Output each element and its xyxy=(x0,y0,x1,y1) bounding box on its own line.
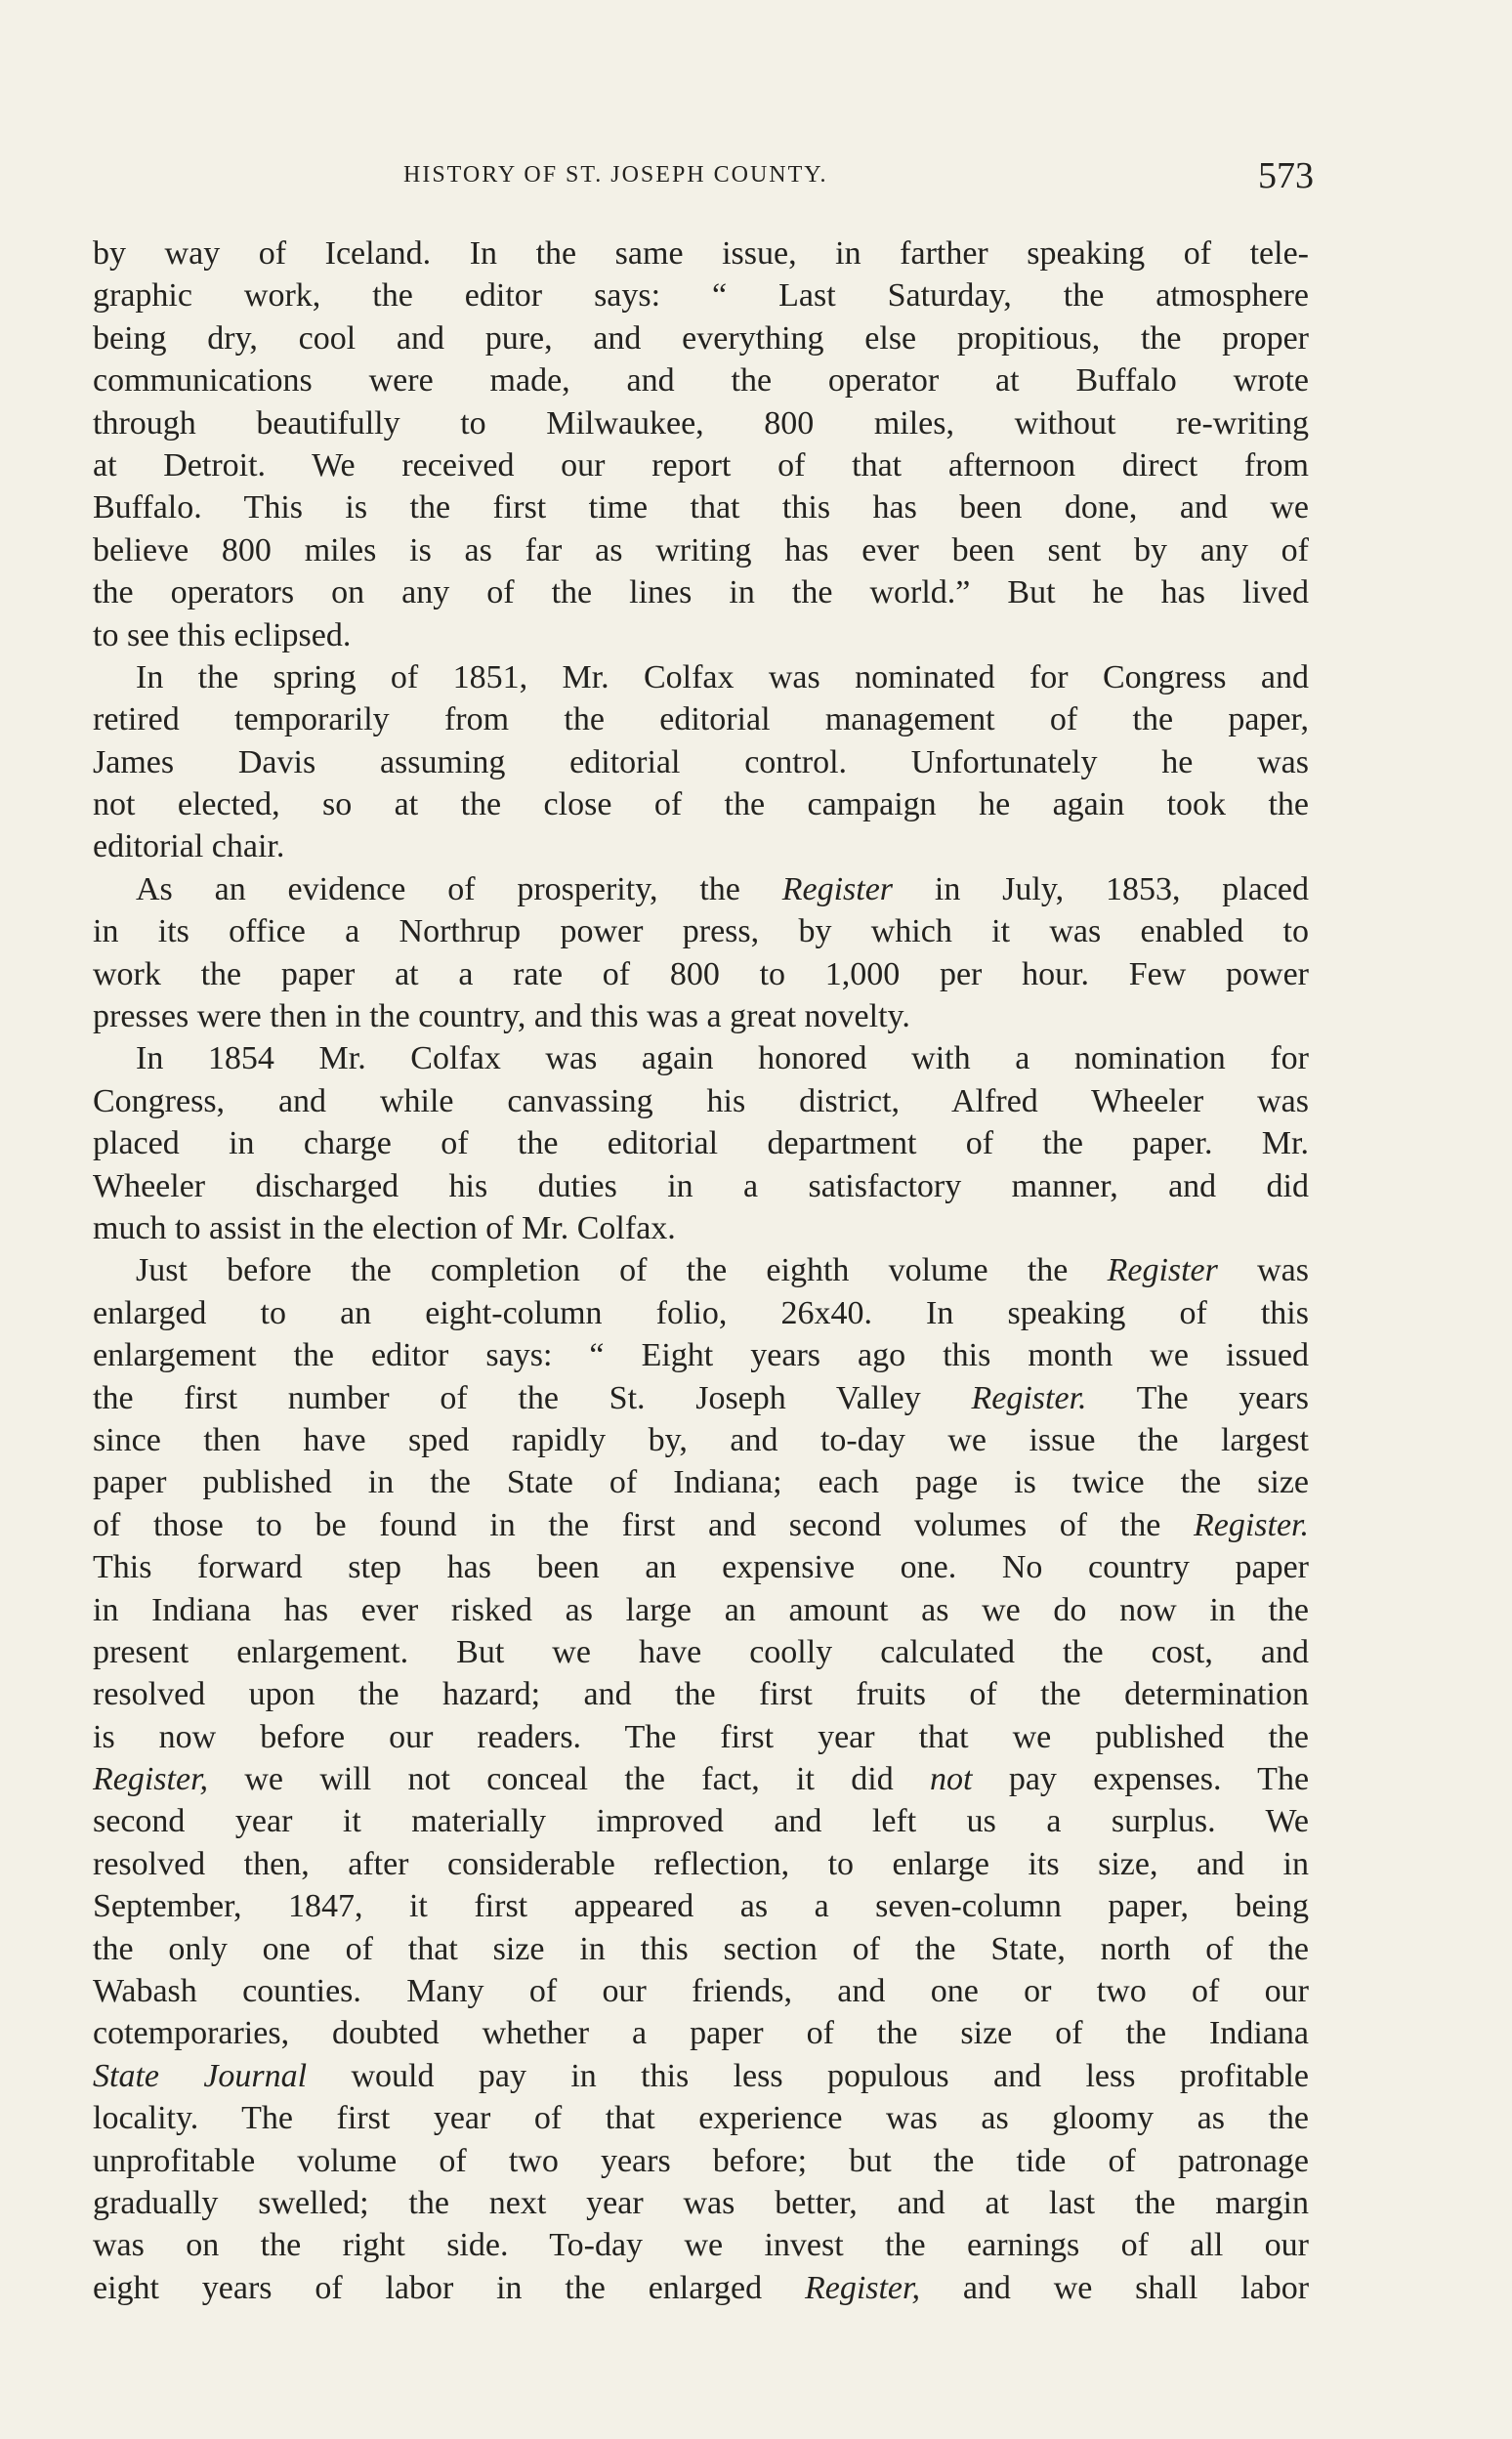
line-text: cotemporaries, doubted whether a paper of the size of the Indiana xyxy=(93,2015,1309,2052)
line-text: in Indiana has ever risked as large an amount as we do now in the xyxy=(93,1591,1309,1628)
line-text: in its office a Northrup power press, by which it was enabled to xyxy=(93,913,1309,950)
line-text: second year it materially improved and left us a surplus. We xyxy=(93,1803,1309,1840)
text-line xyxy=(93,614,1309,656)
text-line xyxy=(93,1292,1309,1334)
line-text: pay expenses. The xyxy=(1008,1761,1310,1798)
line-text: by way of Iceland. In the same issue, in farther speaking of tele- xyxy=(93,235,1309,272)
line-text: Buffalo. This is the first time that this has been done, and we xyxy=(93,489,1309,526)
page-header xyxy=(93,154,1314,203)
line-text: to see this eclipsed. xyxy=(93,616,352,653)
line-text: resolved then, after considerable reflection, to enlarge its size, and in xyxy=(93,1845,1309,1882)
text-line xyxy=(93,1080,1309,1122)
text-line xyxy=(93,317,1309,359)
italic-text: Register xyxy=(1107,1252,1218,1289)
text-line xyxy=(93,910,1309,952)
line-text: was xyxy=(1257,1252,1309,1289)
text-line xyxy=(93,1377,1309,1419)
line-text: This forward step has been an expensive one. No country paper xyxy=(93,1549,1309,1586)
line-text: locality. The first year of that experience was as gloomy as the xyxy=(93,2100,1309,2137)
line-text: not elected, so at the close of the campaign he again took the xyxy=(93,786,1309,823)
text-line xyxy=(93,2182,1309,2224)
page-number: 573 xyxy=(1258,155,1314,196)
line-text: graphic work, the editor says: “ Last Saturday, the atmosphere xyxy=(93,277,1309,315)
line-text: Just before the completion of the eighth volume the xyxy=(136,1252,1069,1289)
text-line xyxy=(93,1546,1309,1588)
line-text: much to assist in the election of Mr. Colfax. xyxy=(93,1209,676,1246)
line-text: gradually swelled; the next year was better, and at last the margin xyxy=(93,2184,1309,2221)
line-text: present enlargement. But we have coolly calculated the cost, and xyxy=(93,1633,1309,1670)
line-text: the first number of the St. Joseph Valley xyxy=(93,1379,921,1416)
text-line xyxy=(93,2055,1309,2097)
line-text: resolved upon the hazard; and the first fruits of the determination xyxy=(93,1676,1309,1713)
text-line xyxy=(93,1037,1309,1079)
italic-text: Register. xyxy=(971,1379,1087,1416)
line-text: believe 800 miles is as far as writing has ever been sent by any of xyxy=(93,531,1309,568)
line-text: placed in charge of the editorial department of the paper. Mr. xyxy=(93,1125,1309,1162)
text-line xyxy=(93,1249,1309,1291)
line-text: in July, 1853, placed xyxy=(934,870,1310,907)
line-text: In 1854 Mr. Colfax was again honored with a nomination for xyxy=(136,1040,1309,1077)
text-line xyxy=(93,741,1309,783)
text-line xyxy=(93,402,1309,444)
line-text: at Detroit. We received our report of that afternoon direct from xyxy=(93,446,1309,484)
line-text: eight years of labor in the enlarged xyxy=(93,2269,763,2306)
text-line xyxy=(93,825,1309,867)
text-line xyxy=(93,1334,1309,1376)
italic-text: State Journal xyxy=(93,2057,308,2094)
text-line xyxy=(93,444,1309,486)
line-text: since then have sped rapidly by, and to-day we issue the largest xyxy=(93,1421,1309,1458)
text-line xyxy=(93,1419,1309,1461)
line-text: As an evidence of prosperity, the xyxy=(136,870,740,907)
line-text: The years xyxy=(1136,1379,1309,1416)
text-line xyxy=(93,232,1309,274)
italic-text: not xyxy=(930,1761,973,1798)
text-line xyxy=(93,868,1309,910)
text-line xyxy=(93,1758,1309,1800)
line-text: the operators on any of the lines in the world.” But he has lived xyxy=(93,574,1309,611)
text-line xyxy=(93,2224,1309,2266)
line-text: Wheeler discharged his duties in a satisfactory manner, and did xyxy=(93,1167,1309,1204)
line-text: the only one of that size in this section of the State, north of the xyxy=(93,1930,1309,1967)
text-line xyxy=(93,1122,1309,1164)
text-line xyxy=(93,995,1309,1037)
line-text: unprofitable volume of two years before; but the tide of patronage xyxy=(93,2142,1309,2179)
line-text: enlargement the editor says: “ Eight years ago this month we issued xyxy=(93,1337,1309,1374)
text-line xyxy=(93,1970,1309,2012)
line-text: September, 1847, it first appeared as a seven-column paper, being xyxy=(93,1888,1309,1925)
text-line xyxy=(93,2140,1309,2182)
text-line xyxy=(93,1885,1309,1927)
line-text: communications were made, and the operator at Buffalo wrote xyxy=(93,362,1309,399)
text-line xyxy=(93,2097,1309,2139)
text-line xyxy=(93,656,1309,698)
text-line xyxy=(93,1843,1309,1885)
line-text: enlarged to an eight-column folio, 26x40. In speaking of this xyxy=(93,1294,1309,1331)
text-line xyxy=(93,698,1309,740)
text-line xyxy=(93,1504,1309,1546)
text-line xyxy=(93,2012,1309,2054)
line-text: James Davis assuming editorial control. Unfortunately he was xyxy=(93,743,1309,780)
text-line xyxy=(93,783,1309,825)
line-text: In the spring of 1851, Mr. Colfax was nominated for Congress and xyxy=(136,658,1309,695)
line-text: through beautifully to Milwaukee, 800 miles, without re-writing xyxy=(93,404,1309,442)
line-text: Congress, and while canvassing his district, Alfred Wheeler was xyxy=(93,1082,1309,1119)
italic-text: Register xyxy=(781,870,894,907)
line-text: paper published in the State of Indiana; each page is twice the size xyxy=(93,1464,1309,1501)
text-line xyxy=(93,274,1309,316)
text-line xyxy=(93,359,1309,401)
line-text: being dry, cool and pure, and everything else propitious, the proper xyxy=(93,319,1309,357)
line-text: of those to be found in the first and second volumes of the xyxy=(93,1506,1161,1543)
text-line xyxy=(93,571,1309,613)
line-text: presses were then in the country, and this was a great novelty. xyxy=(93,998,910,1035)
text-line xyxy=(93,1589,1309,1631)
line-text: we will not conceal the fact, it did xyxy=(244,1761,894,1798)
line-text: retired temporarily from the editorial management of the paper, xyxy=(93,701,1309,738)
line-text: and we shall labor xyxy=(962,2269,1310,2306)
text-line xyxy=(93,1461,1309,1503)
text-line xyxy=(93,1631,1309,1673)
text-line xyxy=(93,1800,1309,1842)
running-head: HISTORY OF ST. JOSEPH COUNTY. xyxy=(403,162,828,188)
body-text xyxy=(93,232,1309,2309)
italic-text: Register, xyxy=(93,1761,209,1798)
italic-text: Register. xyxy=(1193,1506,1310,1543)
line-text: work the paper at a rate of 800 to 1,000 per hour. Few power xyxy=(93,955,1309,992)
line-text: is now before our readers. The first year that we published the xyxy=(93,1718,1309,1755)
line-text: editorial chair. xyxy=(93,828,285,865)
line-text: was on the right side. To-day we invest the earnings of all our xyxy=(93,2227,1309,2264)
text-line xyxy=(93,529,1309,571)
text-line xyxy=(93,1673,1309,1715)
text-line xyxy=(93,1165,1309,1207)
line-text: would pay in this less populous and less profitable xyxy=(351,2057,1309,2094)
text-line xyxy=(93,1207,1309,1249)
text-line xyxy=(93,486,1309,528)
text-line xyxy=(93,953,1309,995)
line-text: Wabash counties. Many of our friends, and one or two of our xyxy=(93,1973,1309,2010)
text-line xyxy=(93,1716,1309,1758)
text-line xyxy=(93,1928,1309,1970)
italic-text: Register, xyxy=(804,2269,920,2306)
text-line xyxy=(93,2267,1309,2309)
